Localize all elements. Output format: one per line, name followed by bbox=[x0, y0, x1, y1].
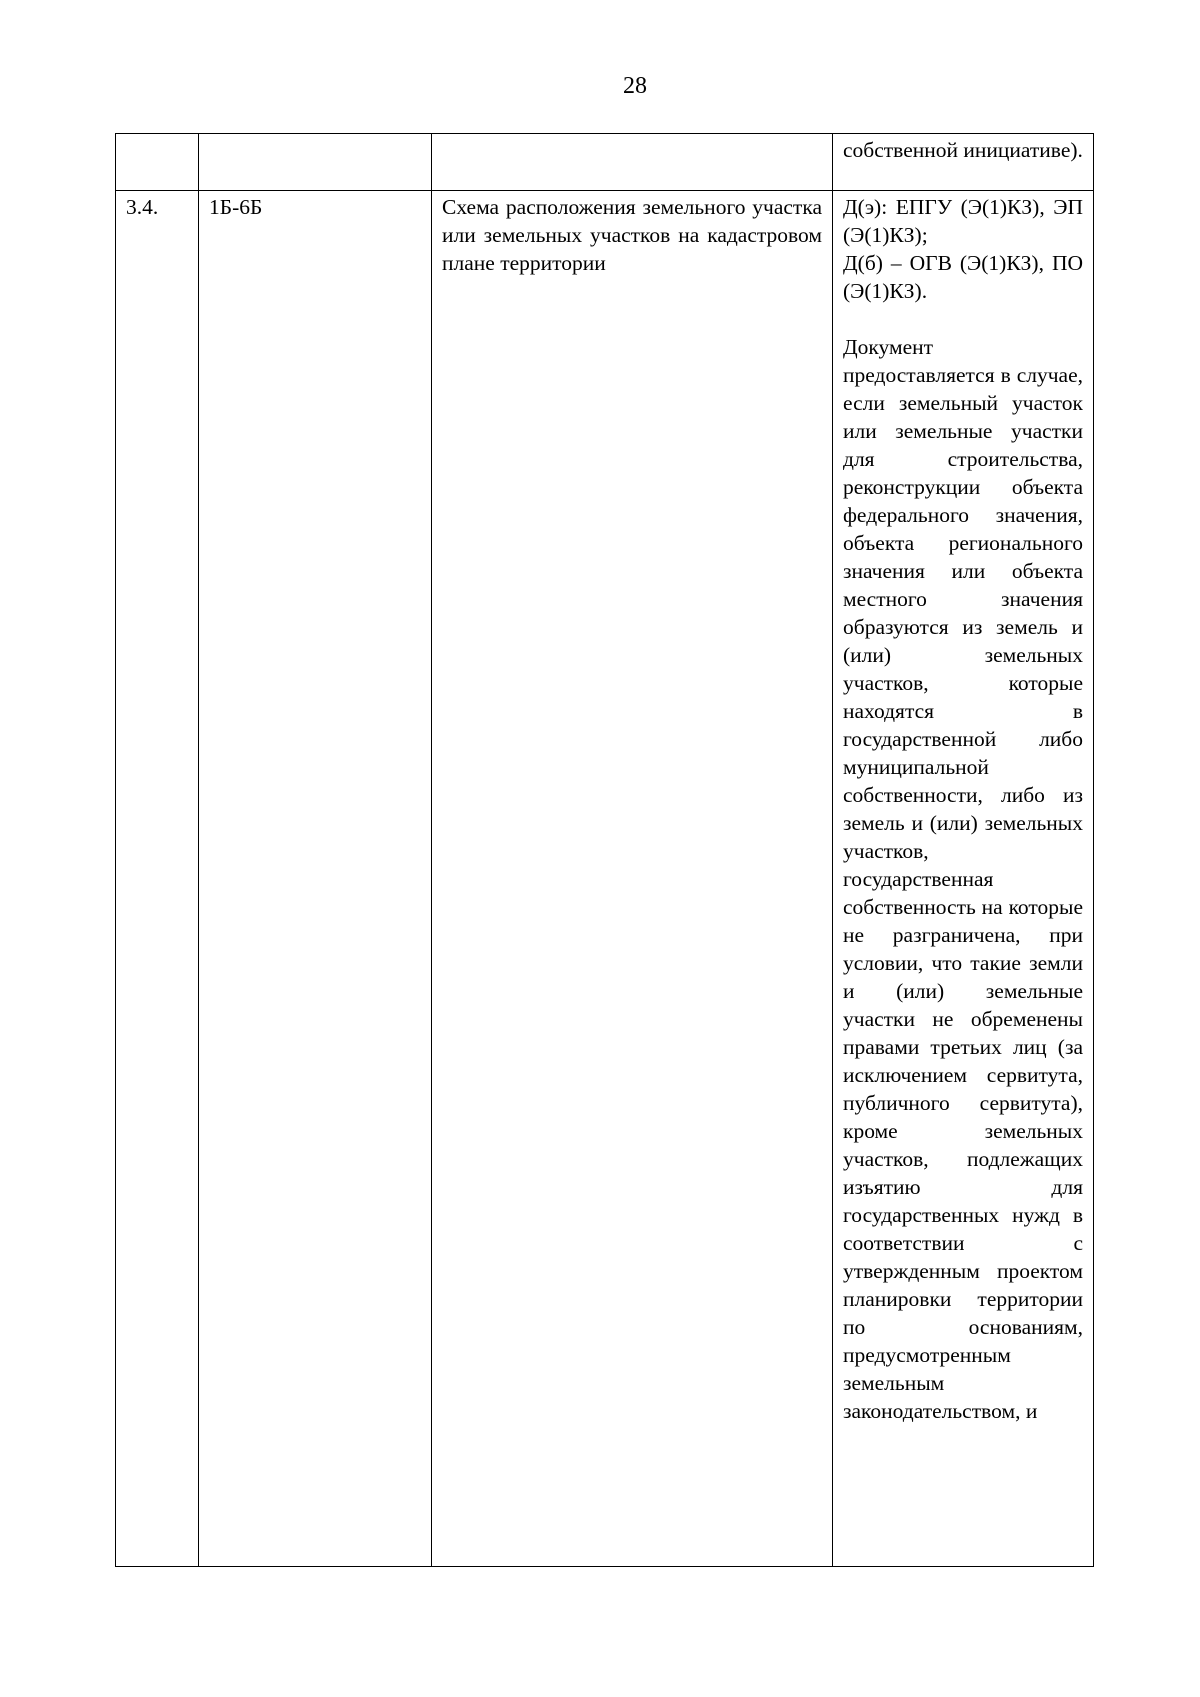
cell-number bbox=[116, 134, 199, 191]
cell-description bbox=[432, 134, 833, 191]
delivery-condition: Документ предоставляется в случае, если земельный участок или земельные участки для строительства, реконструкции объекта федерального значения, объекта регионального значения или объекта местного значения образуются из земель и (или) земельных участков, которые находятся в государственной либо муниципальной собственности, либо из земель и (или) земельных участков, государственная собственность на которые не разграничена, при условии, что такие земли и (или) земельные участки не обременены правами третьих лиц (за исключением сервитута, публичного сервитута), кроме земельных участков, подлежащих изъятию для государственных нужд в соответствии с утвержденным проектом планировки территории по основаниям, предусмотренным земельным законодательством, и bbox=[843, 335, 1083, 1423]
table-row-continuation bbox=[116, 134, 1094, 191]
table-row-3-4 bbox=[116, 191, 1094, 1567]
cell-code bbox=[199, 134, 432, 191]
cell-description: Схема расположения земельного участка или земельных участков на кадастровом плане территории bbox=[432, 191, 833, 1567]
delivery-line-paper: Д(б) – ОГВ (Э(1)КЗ), ПО (Э(1)КЗ). bbox=[843, 251, 1083, 303]
cell-code: 1Б-6Б bbox=[199, 191, 432, 1567]
paragraph-gap bbox=[843, 305, 1083, 333]
documents-table bbox=[115, 133, 1094, 1567]
cell-delivery-continuation: собственной инициативе). bbox=[833, 134, 1094, 191]
delivery-line-electronic: Д(э): ЕПГУ (Э(1)КЗ), ЭП (Э(1)КЗ); bbox=[843, 195, 1083, 247]
page-number: 28 bbox=[623, 73, 647, 99]
cell-number: 3.4. bbox=[116, 191, 199, 1567]
cell-delivery bbox=[833, 191, 1094, 1567]
